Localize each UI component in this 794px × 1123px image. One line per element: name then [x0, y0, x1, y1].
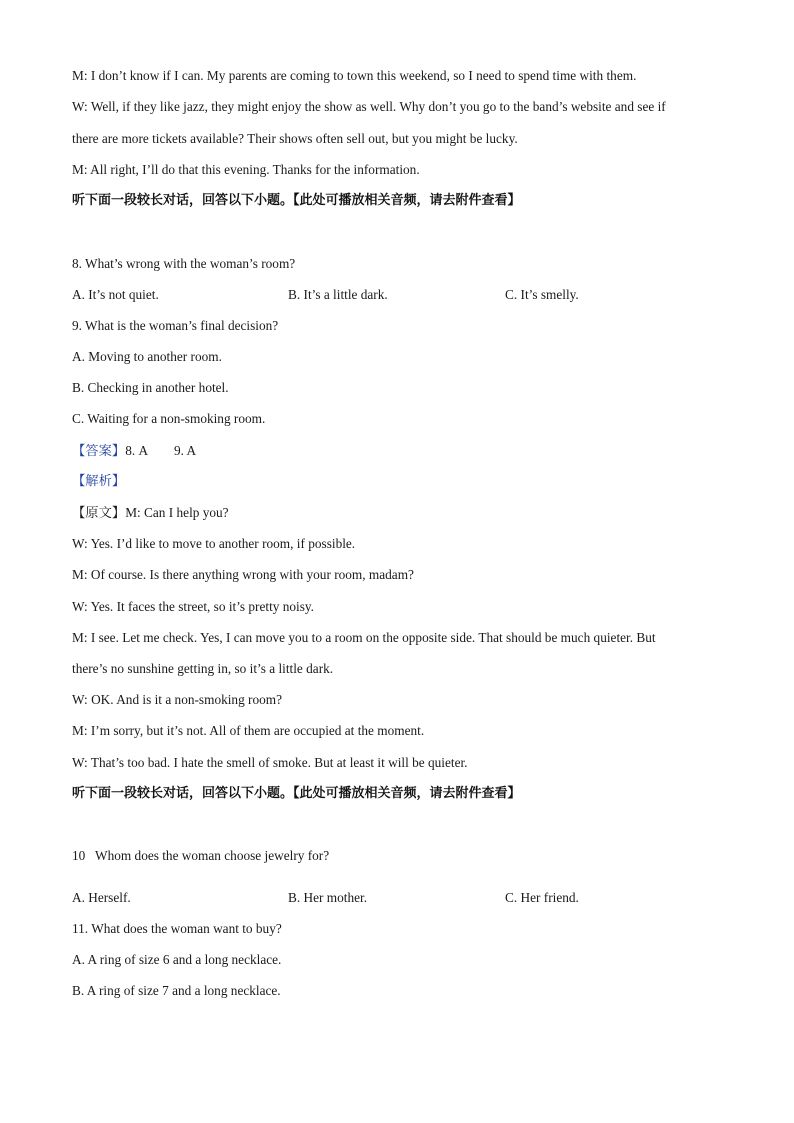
question-9: 9. What is the woman’s final decision? [72, 318, 279, 333]
q9-option-b: B. Checking in another hotel. [72, 380, 229, 395]
q9-option-c: C. Waiting for a non-smoking room. [72, 411, 266, 426]
listen-prompt: 听下面一段较长对话，回答以下小题。【此处可播放相关音频，请去附件查看】 [72, 786, 521, 801]
dialogue-line: M: I don’t know if I can. My parents are coming to town this weekend, so I need to spend time with them. [72, 68, 637, 83]
transcript-line: M: Of course. Is there anything wrong with your room, madam? [72, 567, 414, 582]
answer-line [72, 443, 196, 460]
q8-option-a: A. It’s not quiet. [72, 287, 159, 302]
q8-option-c: C. It’s smelly. [505, 287, 579, 302]
q9-option-a: A. Moving to another room. [72, 349, 222, 364]
transcript-line: M: I see. Let me check. Yes, I can move you to a room on the opposite side. That should be much quieter. But [72, 630, 656, 645]
question-11: 11. What does the woman want to buy? [72, 921, 282, 936]
question-10: 10 Whom does the woman choose jewelry for? [72, 848, 330, 863]
q10-option-b: B. Her mother. [288, 890, 368, 905]
q8-option-b: B. It’s a little dark. [288, 287, 388, 302]
q10-option-a: A. Herself. [72, 890, 131, 905]
dialogue-line: there are more tickets available? Their shows often sell out, but you might be lucky. [72, 131, 518, 146]
transcript-text: M: Can I help you? [125, 505, 229, 520]
transcript-line: W: Yes. I’d like to move to another room, if possible. [72, 536, 356, 551]
q11-option-b: B. A ring of size 7 and a long necklace. [72, 983, 281, 998]
transcript-line: M: I’m sorry, but it’s not. All of them are occupied at the moment. [72, 723, 425, 738]
answer-text: 8. A 9. A [125, 443, 197, 458]
question-8: 8. What’s wrong with the woman’s room? [72, 256, 296, 271]
transcript-tag: 【原文】 [72, 506, 126, 521]
answer-tag: 【答案】 [72, 444, 126, 459]
listen-prompt: 听下面一段较长对话，回答以下小题。【此处可播放相关音频，请去附件查看】 [72, 193, 521, 208]
transcript-line: W: OK. And is it a non-smoking room? [72, 692, 283, 707]
dialogue-line: W: Well, if they like jazz, they might enjoy the show as well. Why don’t you go to the band’s website and see if [72, 99, 666, 114]
q10-option-c: C. Her friend. [505, 890, 579, 905]
transcript-line: W: Yes. It faces the street, so it’s pretty noisy. [72, 599, 315, 614]
transcript-line: there’s no sunshine getting in, so it’s a little dark. [72, 661, 334, 676]
transcript-line: W: That’s too bad. I hate the smell of smoke. But at least it will be quieter. [72, 755, 468, 770]
dialogue-line: M: All right, I’ll do that this evening. Thanks for the information. [72, 162, 420, 177]
transcript-line [72, 505, 229, 522]
q11-option-a: A. A ring of size 6 and a long necklace. [72, 952, 282, 967]
analysis-tag: 【解析】 [72, 474, 126, 489]
